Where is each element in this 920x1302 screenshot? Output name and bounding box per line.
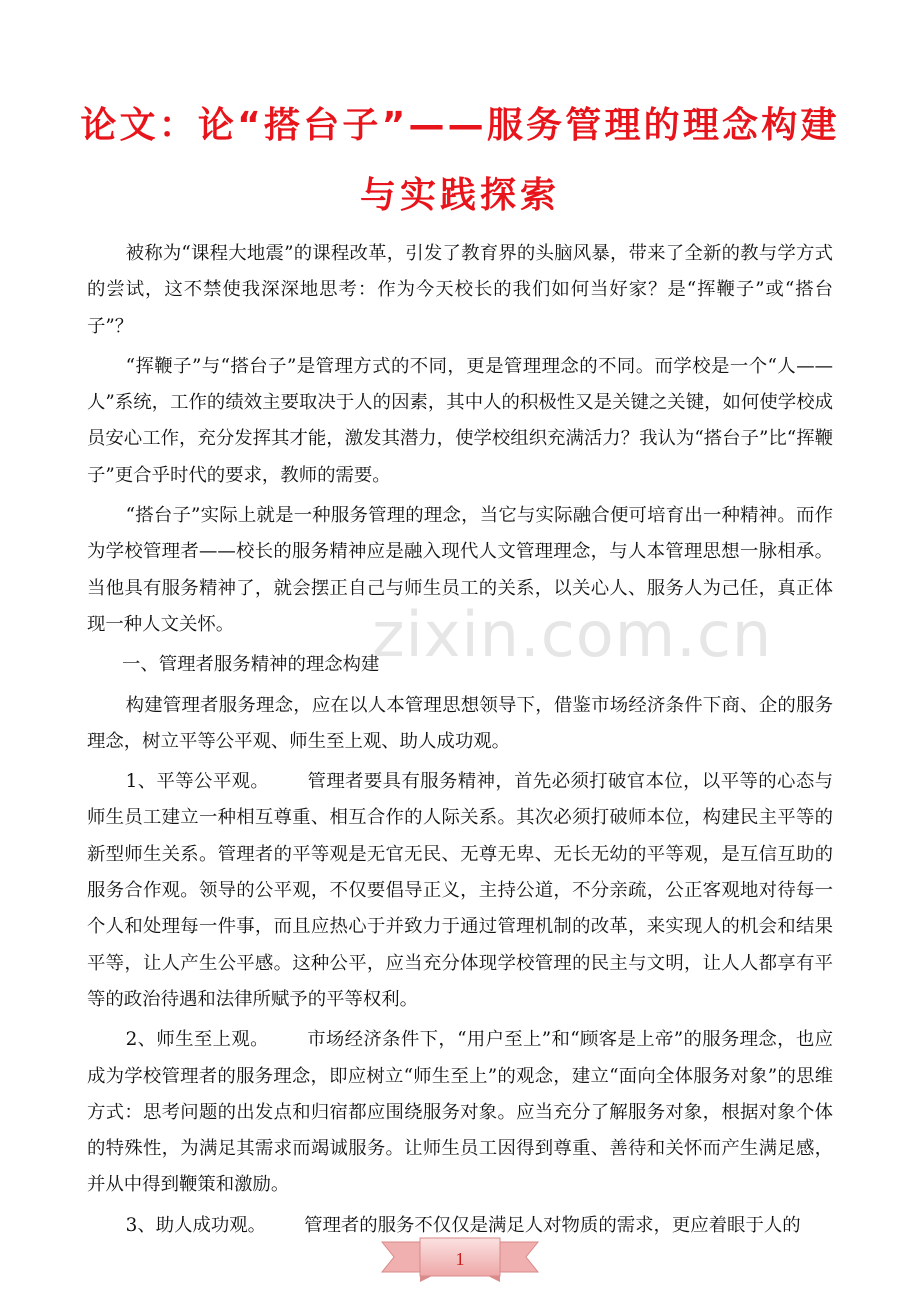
page-number: 1	[455, 1249, 465, 1269]
item-people-first-label: 2、师生至上观。	[125, 1029, 269, 1051]
page-footer	[380, 1228, 540, 1288]
section-intro: 构建管理者服务理念，应在以人本管理思想领导下，借鉴市场经济条件下商、企的服务理念，树立平等公平观、师生至上观、助人成功观。	[87, 694, 833, 752]
item-equality	[87, 764, 833, 1018]
item-help-success-text: 管理者的服务不仅仅是满足人对物质的需求，更应着眼于人的	[304, 1214, 801, 1236]
watermark-text: zixin.com.cn	[372, 598, 773, 671]
item-people-first	[87, 1022, 833, 1203]
paragraph-3: “搭台子”实际上就是一种服务管理的理念，当它与实际融合便可培育出一种精神。而作为学校管理者——校长的服务精神应是融入现代人文管理理念，与人本管理思想一脉相承。当他具有服务精神了，就会摆正自己与师生员工的关系，以关心人、服务人为己任，真正体现一种人文关怀。	[87, 505, 833, 635]
document-body	[87, 236, 833, 1248]
document-title-line-2: 与实践探索	[359, 175, 560, 216]
item-equality-text: 管理者要具有服务精神，首先必须打破官本位，以平等的心态与师生员工建立一种相互尊重、相互合作的人际关系。其次必须打破师本位，构建民主平等的新型师生关系。管理者的平等观是无官无民、无尊无卑、无长无幼的平等观，是互信互助的服务合作观。领导的公平观，不仅要倡导正义，主持公道，不分亲疏，公正客观地对待每一个人和处理每一件事，而且应热心于并致力于通过管理机制的改革，来实现人的机会和结果平等，让人产生公平感。这种公平，应当充分体现学校管理的民主与文明，让人人都享有平等的政治待遇和法律所赋予的平等权利。	[87, 771, 833, 1010]
section-heading-1: 一、管理者服务精神的理念构建	[121, 654, 380, 676]
document-title-line-1: 论文：论“搭台子”——服务管理的理念构建	[80, 105, 840, 146]
item-equality-label: 1、平等公平观。	[125, 771, 270, 793]
item-help-success-label: 3、助人成功观。	[125, 1214, 267, 1236]
paragraph-2: “挥鞭子”与“搭台子”是管理方式的不同，更是管理理念的不同。而学校是一个“人——人”系统，工作的绩效主要取决于人的因素，其中人的积极性又是关键之关键，如何使学校成员安心工作，充分发挥其才能，激发其潜力，使学校组织充满活力？我认为“搭台子”比“挥鞭子”更合乎时代的要求，教师的需要。	[87, 355, 833, 486]
item-people-first-text: 市场经济条件下，“用户至上”和“顾客是上帝”的服务理念，也应成为学校管理者的服务理念，即应树立“师生至上”的观念，建立“面向全体服务对象”的思维方式：思考问题的出发点和归宿都应围绕服务对象。应当充分了解服务对象，根据对象个体的特殊性，为满足其需求而竭诚服务。让师生员工因得到尊重、善待和关怀而产生满足感，并从中得到鞭策和激励。	[87, 1029, 834, 1196]
paragraph-1: 被称为“课程大地震”的课程改革，引发了教育界的头脑风暴，带来了全新的教与学方式的尝试，这不禁使我深深地思考：作为今天校长的我们如何当好家？是“挥鞭子”或“搭台子”？	[87, 243, 833, 337]
